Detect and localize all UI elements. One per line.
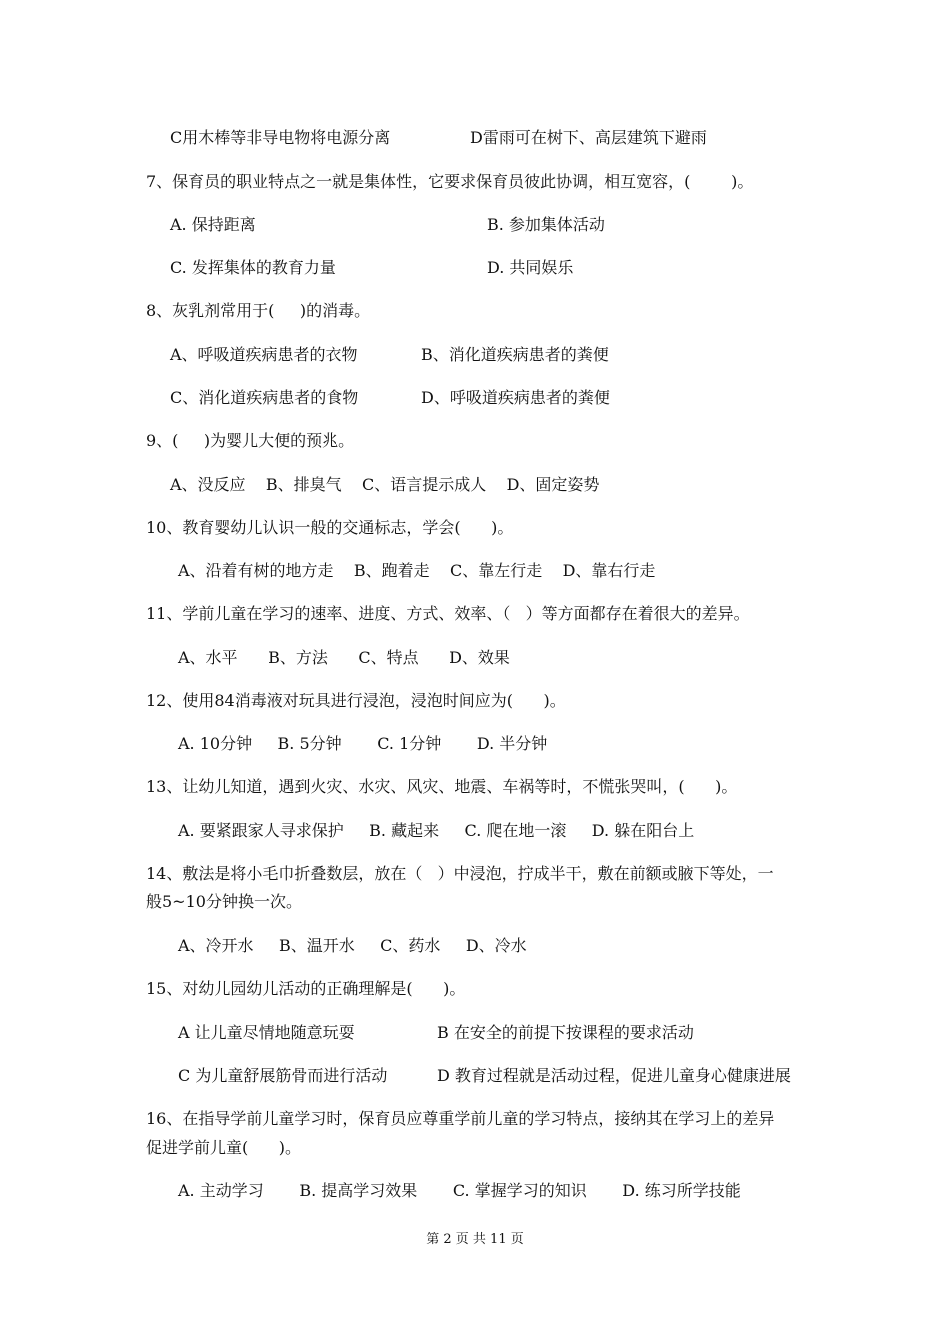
option-b-q15: B 在安全的前提下按课程的要求活动	[437, 1023, 694, 1042]
option-a-q7: A. 保持距离	[170, 215, 256, 234]
question-8: 8、灰乳剂常用于( )的消毒。	[146, 301, 371, 320]
options-q13: A. 要紧跟家人寻求保护 B. 藏起来 C. 爬在地一滚 D. 躲在阳台上	[178, 821, 695, 840]
options-q16: A. 主动学习 B. 提高学习效果 C. 掌握学习的知识 D. 练习所学技能	[178, 1181, 741, 1200]
question-12: 12、使用84消毒液对玩具进行浸泡，浸泡时间应为( )。	[146, 691, 566, 710]
question-7: 7、保育员的职业特点之一就是集体性，它要求保育员彼此协调，相互宽容，( )。	[146, 172, 754, 191]
option-d-q6: D雷雨可在树下、高层建筑下避雨	[470, 128, 707, 147]
option-a-q15: A 让儿童尽情地随意玩耍	[178, 1023, 355, 1042]
option-c-q8: C、消化道疾病患者的食物	[170, 388, 359, 407]
question-14-cont: 般5~10分钟换一次。	[146, 892, 302, 911]
question-16-cont: 促进学前儿童( )。	[146, 1138, 302, 1157]
options-q12: A. 10分钟 B. 5分钟 C. 1分钟 D. 半分钟	[178, 734, 548, 753]
option-c-q6: C用木棒等非导电物将电源分离	[170, 128, 391, 147]
option-a-q8: A、呼吸道疾病患者的衣物	[170, 345, 358, 364]
options-q10: A、沿着有树的地方走 B、跑着走 C、靠左行走 D、靠右行走	[178, 561, 656, 580]
option-c-q7: C. 发挥集体的教育力量	[170, 258, 336, 277]
question-9: 9、( )为婴儿大便的预兆。	[146, 431, 355, 450]
options-q11: A、水平 B、方法 C、特点 D、效果	[178, 648, 510, 667]
question-11: 11、学前儿童在学习的速率、进度、方式、效率、（ ）等方面都存在着很大的差异。	[146, 604, 750, 623]
page-number: 第 2 页 共 11 页	[426, 1232, 524, 1247]
question-14: 14、敷法是将小毛巾折叠数层，放在（ ）中浸泡，拧成半干，敷在前额或腋下等处，一	[146, 864, 774, 883]
option-d-q7: D. 共同娱乐	[487, 258, 574, 277]
option-d-q15: D 教育过程就是活动过程，促进儿童身心健康进展	[437, 1066, 791, 1085]
question-15: 15、对幼儿园幼儿活动的正确理解是( )。	[146, 979, 466, 998]
option-c-q15: C 为儿童舒展筋骨而进行活动	[178, 1066, 388, 1085]
question-16: 16、在指导学前儿童学习时，保育员应尊重学前儿童的学习特点，接纳其在学习上的差异	[146, 1109, 775, 1128]
question-13: 13、让幼儿知道，遇到火灾、水灾、风灾、地震、车祸等时，不慌张哭叫，( )。	[146, 777, 738, 796]
option-b-q7: B. 参加集体活动	[487, 215, 605, 234]
option-d-q8: D、呼吸道疾病患者的粪便	[421, 388, 610, 407]
option-b-q8: B、消化道疾病患者的粪便	[421, 345, 609, 364]
options-q9: A、没反应 B、排臭气 C、语言提示成人 D、固定姿势	[170, 475, 600, 494]
question-10: 10、教育婴幼儿认识一般的交通标志，学会( )。	[146, 518, 514, 537]
options-q14: A、冷开水 B、温开水 C、药水 D、冷水	[178, 936, 527, 955]
